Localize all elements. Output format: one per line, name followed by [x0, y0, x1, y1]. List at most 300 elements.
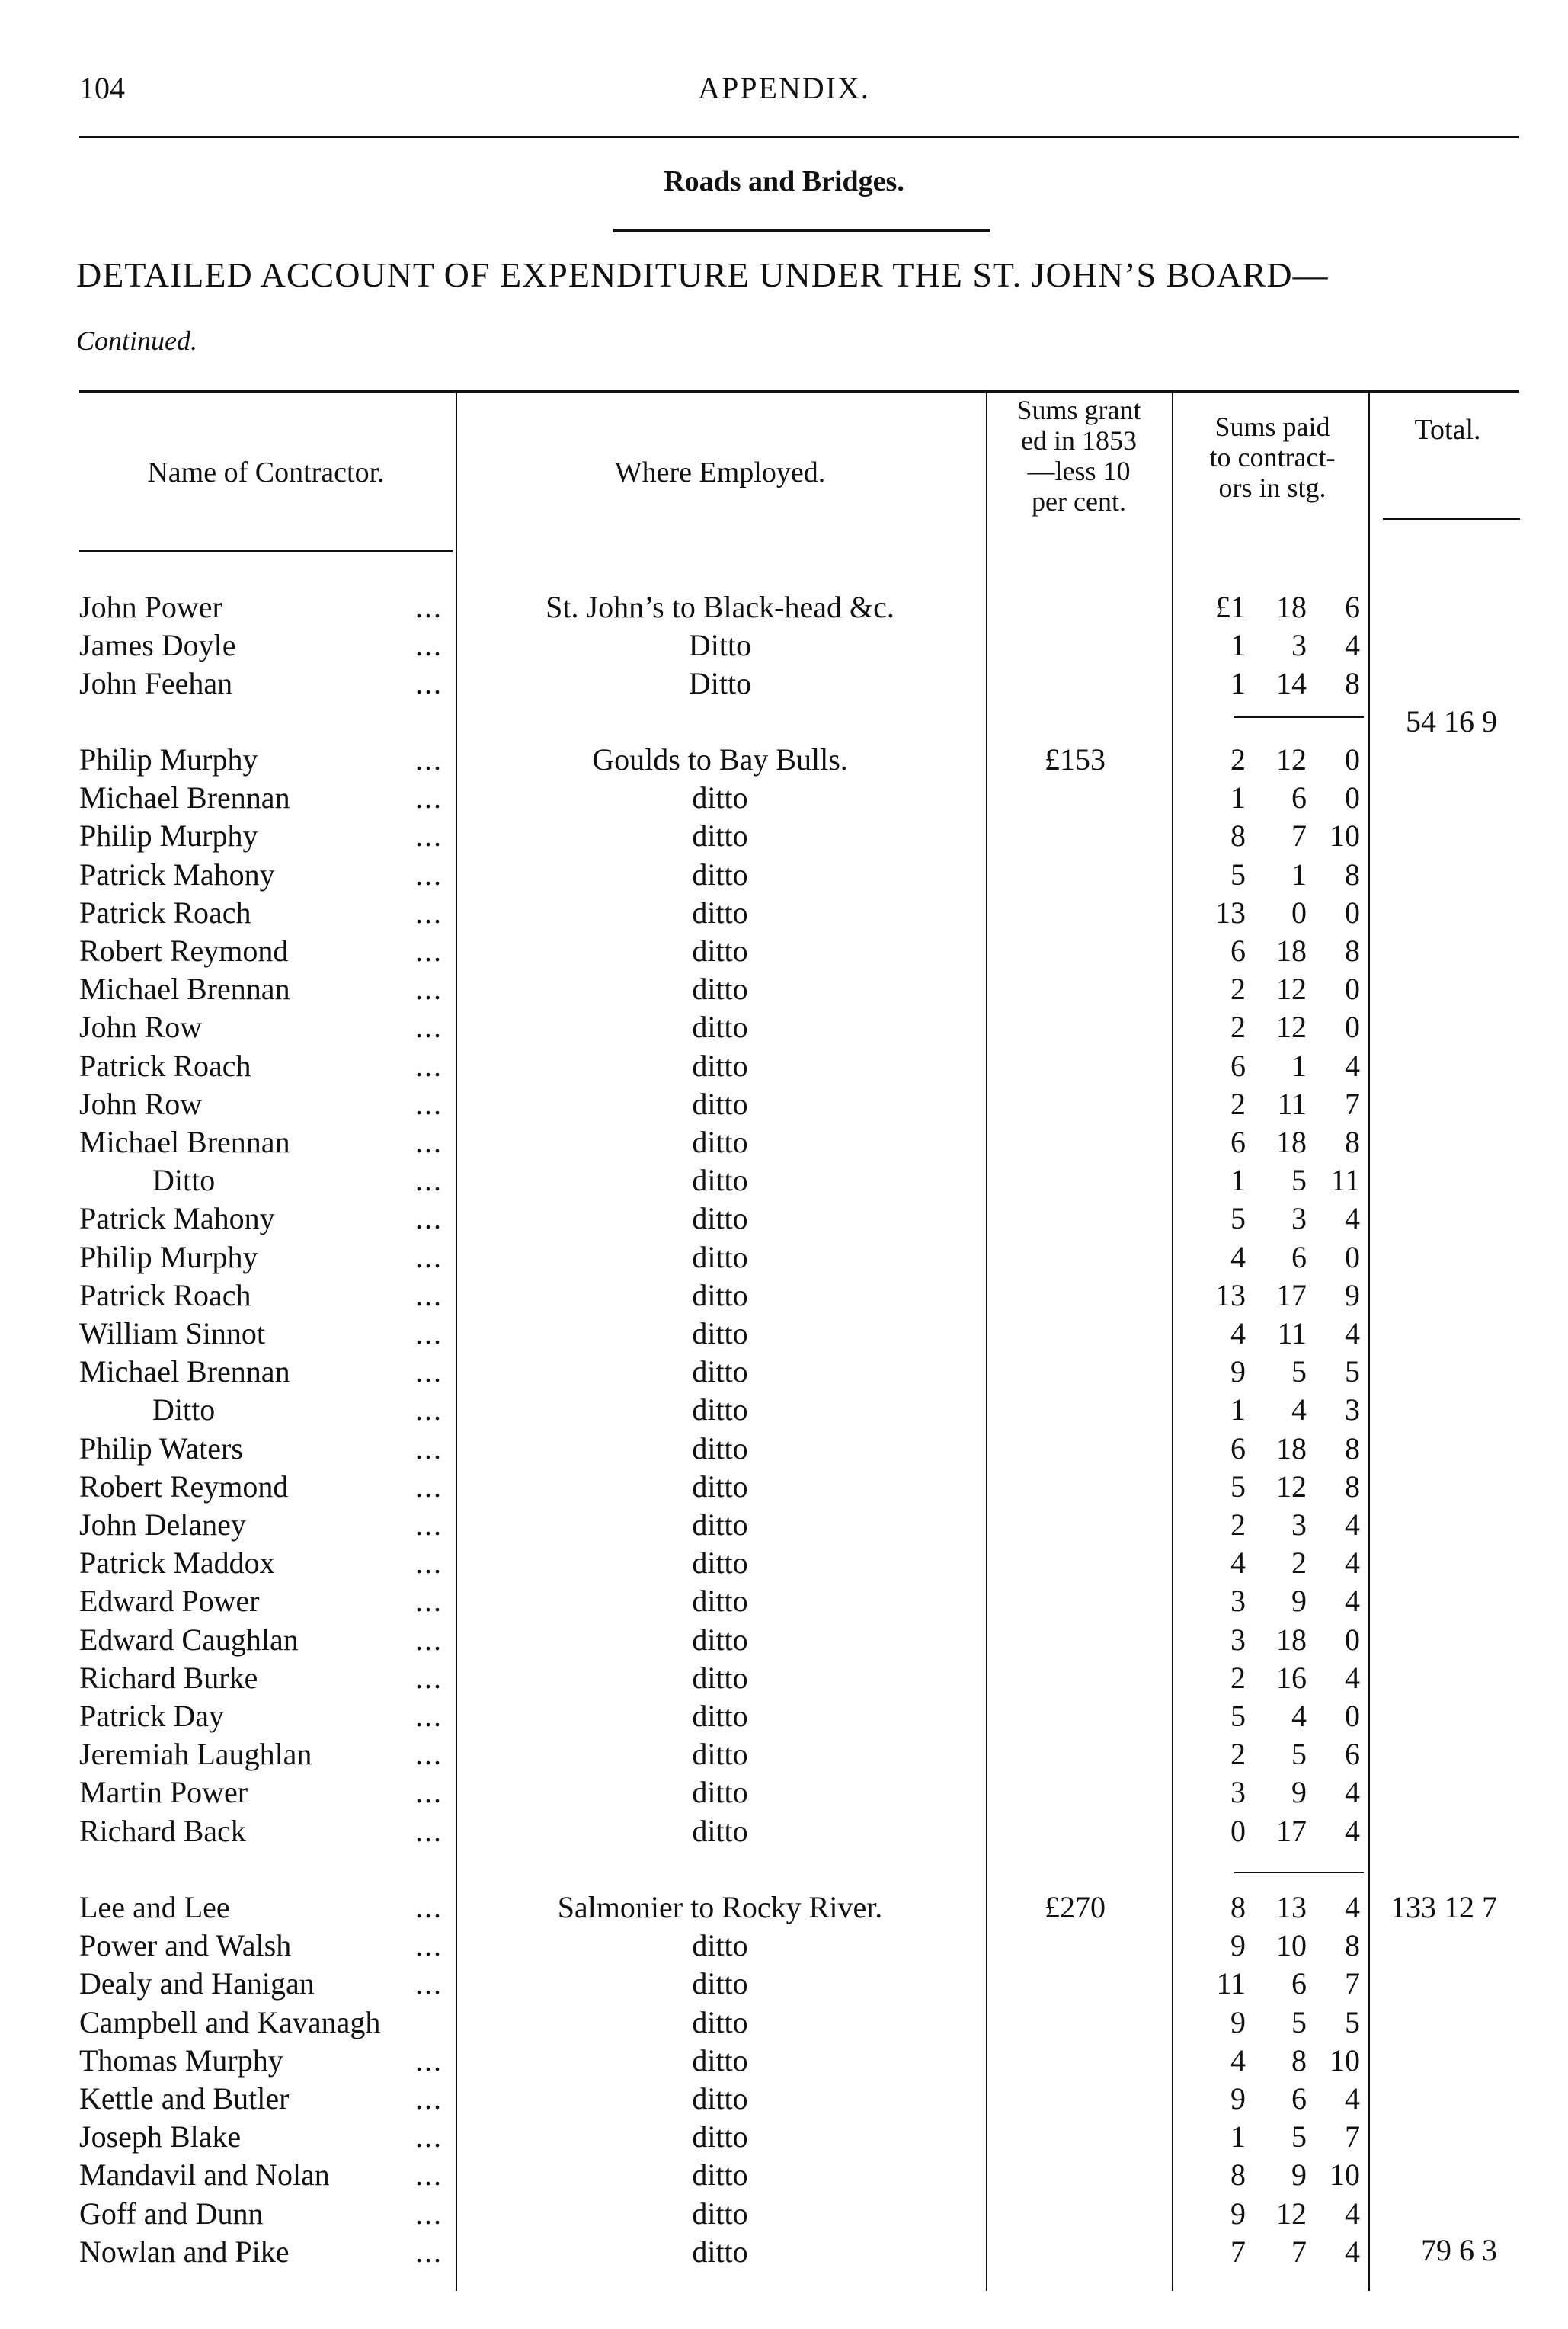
paid-pounds: 2 [1230, 1010, 1246, 1045]
contractor-name: Michael Brennan [79, 1125, 290, 1159]
paid-shillings: 16 [1276, 1660, 1307, 1695]
table-row [0, 2080, 1568, 2118]
leader-dots: ... [415, 1430, 443, 1466]
leader-dots: ... [415, 857, 443, 892]
paid-pence: 11 [1330, 1163, 1360, 1198]
leader-dots: ... [415, 2158, 443, 2193]
paid-pounds: 6 [1230, 934, 1246, 968]
where-employed: ditto [692, 1354, 748, 1389]
paid-pounds: £1 [1215, 590, 1246, 624]
leader-dots: ... [415, 1699, 443, 1733]
paid-shillings: 13 [1276, 1890, 1307, 1924]
paid-pence: 0 [1345, 1699, 1360, 1733]
paid-pounds: 1 [1230, 1163, 1246, 1198]
table-row [0, 1773, 1568, 1812]
table-row [0, 665, 1568, 703]
paid-pounds: 5 [1230, 1699, 1246, 1733]
contractor-name: Richard Burke [79, 1660, 258, 1695]
leader-dots: ... [415, 1239, 443, 1274]
contractor-name: Patrick Roach [79, 895, 251, 930]
leader-dots: ... [415, 590, 443, 624]
leader-dots: ... [415, 1546, 443, 1581]
where-employed: ditto [692, 1239, 748, 1274]
paid-pounds: 3 [1230, 1622, 1246, 1657]
where-employed: Ditto [688, 666, 752, 701]
paid-shillings: 6 [1291, 780, 1307, 815]
paid-pounds: 6 [1230, 1048, 1246, 1083]
table-row [0, 1277, 1568, 1315]
paid-pounds: 4 [1230, 1546, 1246, 1581]
table-row [0, 1085, 1568, 1123]
paid-shillings: 3 [1291, 1201, 1307, 1236]
paid-pence: 0 [1345, 742, 1360, 777]
table-row [0, 1927, 1568, 1965]
where-employed: ditto [692, 1660, 748, 1695]
paid-pounds: 5 [1230, 1201, 1246, 1236]
leader-dots: ... [415, 2081, 443, 2116]
column-header-name: Name of Contractor. [147, 457, 385, 489]
column-header-grant: Sums grant ed in 1853 —less 10 per cent. [1016, 395, 1141, 517]
paid-shillings: 18 [1276, 1622, 1307, 1657]
paid-pence: 0 [1345, 1622, 1360, 1657]
group-total-row [0, 1889, 1568, 1927]
paid-pounds: 2 [1230, 1507, 1246, 1542]
paid-pence: 8 [1345, 857, 1360, 892]
where-employed: ditto [692, 1469, 748, 1504]
section-title: Roads and Bridges. [664, 165, 904, 197]
group-total-row [0, 703, 1568, 741]
where-employed: ditto [692, 2081, 748, 2116]
contractor-name: Michael Brennan [79, 1354, 290, 1389]
paid-pounds: 0 [1230, 1813, 1246, 1848]
table-row [0, 588, 1568, 626]
paid-shillings: 0 [1291, 895, 1307, 930]
paid-shillings: 14 [1276, 666, 1307, 701]
where-employed: ditto [692, 857, 748, 892]
where-employed: ditto [692, 1392, 748, 1427]
contractor-name: Patrick Roach [79, 1048, 251, 1083]
paid-shillings: 17 [1276, 1277, 1307, 1312]
where-employed: ditto [692, 1277, 748, 1312]
contractor-name: Philip Murphy [79, 742, 258, 777]
contractor-name: Philip Murphy [79, 819, 258, 854]
leader-dots: ... [415, 742, 443, 777]
leader-dots: ... [415, 819, 443, 854]
table-row [0, 1047, 1568, 1085]
paid-pounds: 9 [1230, 2081, 1246, 2116]
paid-shillings: 2 [1291, 1546, 1307, 1581]
paid-pence: 4 [1345, 1660, 1360, 1695]
paid-shillings: 12 [1276, 1010, 1307, 1045]
paid-shillings: 1 [1291, 1048, 1307, 1083]
column-header-paid: Sums paid to contract- ors in stg. [1209, 412, 1336, 503]
table-row [0, 2042, 1568, 2080]
leader-dots: ... [415, 1392, 443, 1427]
contractor-name: Patrick Roach [79, 1277, 251, 1312]
paid-pence: 8 [1345, 1928, 1360, 1963]
paid-pounds: 9 [1230, 1354, 1246, 1389]
table-row [0, 1621, 1568, 1659]
paid-shillings: 17 [1276, 1813, 1307, 1848]
paid-shillings: 7 [1291, 819, 1307, 854]
paid-pence: 4 [1345, 1890, 1360, 1924]
paid-pence: 4 [1345, 1048, 1360, 1083]
paid-pence: 7 [1345, 1966, 1360, 2001]
table-row [0, 741, 1568, 779]
contractor-name: Patrick Maddox [79, 1546, 275, 1581]
table-row [0, 1008, 1568, 1046]
leader-dots: ... [415, 1048, 443, 1083]
header-bottom-rule-total [1383, 518, 1520, 520]
paid-pounds: 2 [1230, 972, 1246, 1007]
contractor-name: Lee and Lee [79, 1890, 230, 1924]
table-row [0, 817, 1568, 855]
paid-shillings: 11 [1277, 1086, 1307, 1121]
leader-dots: ... [415, 780, 443, 815]
where-employed: ditto [692, 1125, 748, 1159]
where-employed: ditto [692, 1430, 748, 1466]
header-bottom-rule-name [79, 550, 453, 552]
leader-dots: ... [415, 1966, 443, 2001]
paid-pence: 7 [1345, 2119, 1360, 2154]
leader-dots: ... [415, 1622, 443, 1657]
header-rule [79, 136, 1519, 138]
contractor-name: John Delaney [79, 1507, 246, 1542]
column-header-where: Where Employed. [614, 457, 826, 489]
table-row [0, 1506, 1568, 1544]
where-employed: ditto [692, 1622, 748, 1657]
group-total: 133 12 7 [1390, 1890, 1497, 1924]
paid-pence: 8 [1345, 934, 1360, 968]
contractor-name: Thomas Murphy [79, 2042, 283, 2078]
table-row [0, 1238, 1568, 1277]
where-employed: ditto [692, 1163, 748, 1198]
paid-pounds: 2 [1230, 1086, 1246, 1121]
paid-shillings: 12 [1276, 972, 1307, 1007]
contractor-name: John Power [79, 590, 222, 624]
paid-shillings: 12 [1276, 742, 1307, 777]
contractor-name: Robert Reymond [79, 934, 289, 968]
leader-dots: ... [415, 895, 443, 930]
paid-shillings: 5 [1291, 1354, 1307, 1389]
where-employed: ditto [692, 1507, 748, 1542]
paid-shillings: 7 [1291, 2234, 1307, 2269]
leader-dots: ... [415, 1316, 443, 1350]
where-employed: ditto [692, 895, 748, 930]
page-number: 104 [79, 71, 125, 105]
contractor-name: Power and Walsh [79, 1928, 292, 1963]
contractor-name: Patrick Day [79, 1699, 224, 1733]
leader-dots: ... [415, 1086, 443, 1121]
leader-dots: ... [415, 1163, 443, 1198]
paid-shillings: 18 [1276, 934, 1307, 968]
leader-dots: ... [415, 1775, 443, 1810]
paid-shillings: 18 [1276, 1430, 1307, 1466]
paid-pounds: 1 [1230, 2119, 1246, 2154]
sum-granted: £153 [1045, 742, 1106, 777]
paid-pence: 8 [1345, 1469, 1360, 1504]
paid-pence: 4 [1345, 1546, 1360, 1581]
where-employed: ditto [692, 1546, 748, 1581]
paid-pounds: 2 [1230, 1737, 1246, 1772]
table-row [0, 1544, 1568, 1582]
paid-pence: 10 [1330, 2158, 1360, 2193]
table-row [0, 1965, 1568, 2003]
paid-pounds: 1 [1230, 1392, 1246, 1427]
subtotal-rule [1234, 1872, 1364, 1873]
paid-pence: 4 [1345, 1316, 1360, 1350]
paid-pence: 4 [1345, 2196, 1360, 2231]
paid-pence: 0 [1345, 895, 1360, 930]
leader-dots: ... [415, 2042, 443, 2078]
running-title: APPENDIX. [698, 71, 870, 105]
paid-pounds: 5 [1230, 1469, 1246, 1504]
section-title-rule [613, 229, 990, 232]
leader-dots: ... [415, 1584, 443, 1619]
table-row [0, 1582, 1568, 1620]
table-row [0, 894, 1568, 932]
contractor-name: Richard Back [79, 1813, 246, 1848]
contractor-name: Robert Reymond [79, 1469, 289, 1504]
paid-pence: 0 [1345, 780, 1360, 815]
table-row [0, 2118, 1568, 2156]
paid-pence: 0 [1345, 1010, 1360, 1045]
paid-pounds: 3 [1230, 1584, 1246, 1619]
where-employed: ditto [692, 1584, 748, 1619]
table-top-rule [79, 390, 1519, 393]
table-row [0, 1315, 1568, 1353]
paid-pounds: 13 [1215, 895, 1246, 930]
contractor-name: John Row [79, 1086, 203, 1121]
table-row [0, 1697, 1568, 1735]
group-total-row [0, 2231, 1568, 2270]
leader-dots: ... [415, 1354, 443, 1389]
paid-pounds: 8 [1230, 1890, 1246, 1924]
paid-pence: 8 [1345, 1125, 1360, 1159]
table-row [0, 2004, 1568, 2042]
paid-pounds: 4 [1230, 1239, 1246, 1274]
paid-shillings: 8 [1291, 2042, 1307, 2078]
paid-shillings: 3 [1291, 1507, 1307, 1542]
paid-pounds: 3 [1230, 1775, 1246, 1810]
table-row [0, 1735, 1568, 1773]
where-employed: ditto [692, 2042, 748, 2078]
contractor-name: Michael Brennan [79, 972, 290, 1007]
contractor-name: Joseph Blake [79, 2119, 242, 2154]
paid-pence: 8 [1345, 1430, 1360, 1466]
paid-shillings: 5 [1291, 1163, 1307, 1198]
column-header-total: Total. [1414, 414, 1481, 446]
paid-pence: 4 [1345, 628, 1360, 663]
paid-pence: 4 [1345, 1813, 1360, 1848]
paid-pounds: 2 [1230, 742, 1246, 777]
contractor-name: Goff and Dunn [79, 2196, 264, 2231]
where-employed: ditto [692, 2004, 748, 2039]
leader-dots: ... [415, 1507, 443, 1542]
where-employed: ditto [692, 1048, 748, 1083]
paid-shillings: 12 [1276, 1469, 1307, 1504]
main-title: DETAILED ACCOUNT OF EXPENDITURE UNDER THE ST. JOHN’S BOARD— [76, 255, 1329, 294]
continued-label: Continued. [76, 325, 197, 356]
paid-pounds: 7 [1230, 2234, 1246, 2269]
table-row [0, 1161, 1568, 1200]
table-row [0, 932, 1568, 970]
paid-pence: 4 [1345, 1584, 1360, 1619]
paid-shillings: 3 [1291, 628, 1307, 663]
paid-pence: 7 [1345, 1086, 1360, 1121]
paid-shillings: 6 [1291, 1966, 1307, 2001]
leader-dots: ... [415, 972, 443, 1007]
leader-dots: ... [415, 1277, 443, 1312]
paid-pounds: 4 [1230, 1316, 1246, 1350]
contractor-name: John Row [79, 1010, 203, 1045]
where-employed: ditto [692, 934, 748, 968]
where-employed: St. John’s to Black-head &c. [546, 590, 894, 624]
contractor-name: Mandavil and Nolan [79, 2158, 330, 2193]
group-total: 54 16 9 [1406, 704, 1497, 738]
leader-dots: ... [415, 2119, 443, 2154]
leader-dots: ... [415, 1125, 443, 1159]
contractor-name: Jeremiah Laughlan [79, 1737, 312, 1772]
table-row [0, 1812, 1568, 1850]
paid-shillings: 6 [1291, 2081, 1307, 2116]
where-employed: ditto [692, 2196, 748, 2231]
paid-pounds: 2 [1230, 1660, 1246, 1695]
paid-pounds: 5 [1230, 857, 1246, 892]
table-row [0, 779, 1568, 817]
table-row [0, 1123, 1568, 1161]
paid-pence: 0 [1345, 1239, 1360, 1274]
paid-pence: 5 [1345, 2004, 1360, 2039]
where-employed: ditto [692, 1699, 748, 1733]
where-employed: Salmonier to Rocky River. [557, 1890, 883, 1924]
leader-dots: ... [415, 2196, 443, 2231]
where-employed: ditto [692, 972, 748, 1007]
paid-shillings: 9 [1291, 1584, 1307, 1619]
paid-shillings: 4 [1291, 1699, 1307, 1733]
paid-pounds: 8 [1230, 819, 1246, 854]
leader-dots: ... [415, 1737, 443, 1772]
paid-pounds: 1 [1230, 628, 1246, 663]
contractor-name: John Feehan [79, 666, 233, 701]
where-employed: ditto [692, 1086, 748, 1121]
paid-pence: 9 [1345, 1277, 1360, 1312]
where-employed: ditto [692, 1201, 748, 1236]
paid-pounds: 9 [1230, 2004, 1246, 2039]
table-row [0, 1430, 1568, 1468]
where-employed: ditto [692, 1928, 748, 1963]
paid-pence: 10 [1330, 2042, 1360, 2078]
paid-shillings: 5 [1291, 2004, 1307, 2039]
paid-shillings: 18 [1276, 1125, 1307, 1159]
paid-shillings: 4 [1291, 1392, 1307, 1427]
paid-pounds: 8 [1230, 2158, 1246, 2193]
contractor-name: Martin Power [79, 1775, 248, 1810]
paid-pounds: 6 [1230, 1125, 1246, 1159]
table-row [0, 626, 1568, 665]
group-total: 79 6 3 [1421, 2233, 1497, 2267]
contractor-name: Kettle and Butler [79, 2081, 290, 2116]
paid-pounds: 1 [1230, 666, 1246, 701]
paid-shillings: 1 [1291, 857, 1307, 892]
where-employed: ditto [692, 1737, 748, 1772]
leader-dots: ... [415, 1928, 443, 1963]
contractor-name: Ditto [152, 1163, 216, 1198]
paid-pence: 4 [1345, 2234, 1360, 2269]
leader-dots: ... [415, 628, 443, 663]
contractor-name: James Doyle [79, 628, 236, 663]
contractor-name: Edward Caughlan [79, 1622, 299, 1657]
leader-dots: ... [415, 1813, 443, 1848]
contractor-name: Philip Murphy [79, 1239, 258, 1274]
paid-pence: 4 [1345, 2081, 1360, 2116]
leader-dots: ... [415, 1469, 443, 1504]
paid-pence: 6 [1345, 590, 1360, 624]
contractor-name: Ditto [152, 1392, 216, 1427]
contractor-name: Dealy and Hanigan [79, 1966, 315, 2001]
paid-shillings: 9 [1291, 2158, 1307, 2193]
table-row [0, 1468, 1568, 1506]
paid-pounds: 1 [1230, 780, 1246, 815]
paid-shillings: 12 [1276, 2196, 1307, 2231]
where-employed: Goulds to Bay Bulls. [592, 742, 848, 777]
contractor-name: Patrick Mahony [79, 857, 275, 892]
paid-pounds: 4 [1230, 2042, 1246, 2078]
where-employed: ditto [692, 1775, 748, 1810]
paid-shillings: 11 [1277, 1316, 1307, 1350]
contractor-name: Edward Power [79, 1584, 260, 1619]
sum-granted: £270 [1045, 1890, 1106, 1924]
where-employed: Ditto [688, 628, 752, 663]
paid-pounds: 6 [1230, 1430, 1246, 1466]
paid-pounds: 9 [1230, 1928, 1246, 1963]
table-row [0, 1659, 1568, 1697]
leader-dots: ... [415, 1201, 443, 1236]
paid-pence: 4 [1345, 1775, 1360, 1810]
contractor-name: Philip Waters [79, 1430, 243, 1466]
where-employed: ditto [692, 819, 748, 854]
paid-shillings: 18 [1276, 590, 1307, 624]
paid-pence: 0 [1345, 972, 1360, 1007]
where-employed: ditto [692, 1010, 748, 1045]
paid-shillings: 10 [1276, 1928, 1307, 1963]
paid-pounds: 9 [1230, 2196, 1246, 2231]
leader-dots: ... [415, 2234, 443, 2269]
table-row [0, 2195, 1568, 2233]
paid-pence: 8 [1345, 666, 1360, 701]
leader-dots: ... [415, 666, 443, 701]
leader-dots: ... [415, 1660, 443, 1695]
leader-dots: ... [415, 1890, 443, 1924]
table-row [0, 2156, 1568, 2194]
contractor-name: Patrick Mahony [79, 1201, 275, 1236]
table-row [0, 970, 1568, 1008]
table-row [0, 1353, 1568, 1391]
paid-pence: 6 [1345, 1737, 1360, 1772]
leader-dots: ... [415, 1010, 443, 1045]
where-employed: ditto [692, 780, 748, 815]
paid-pounds: 13 [1215, 1277, 1246, 1312]
paid-pence: 5 [1345, 1354, 1360, 1389]
where-employed: ditto [692, 2158, 748, 2193]
table-row [0, 856, 1568, 894]
paid-pence: 3 [1345, 1392, 1360, 1427]
contractor-name: William Sinnot [79, 1316, 265, 1350]
paid-pence: 10 [1330, 819, 1360, 854]
paid-shillings: 9 [1291, 1775, 1307, 1810]
where-employed: ditto [692, 1316, 748, 1350]
contractor-name: Michael Brennan [79, 780, 290, 815]
